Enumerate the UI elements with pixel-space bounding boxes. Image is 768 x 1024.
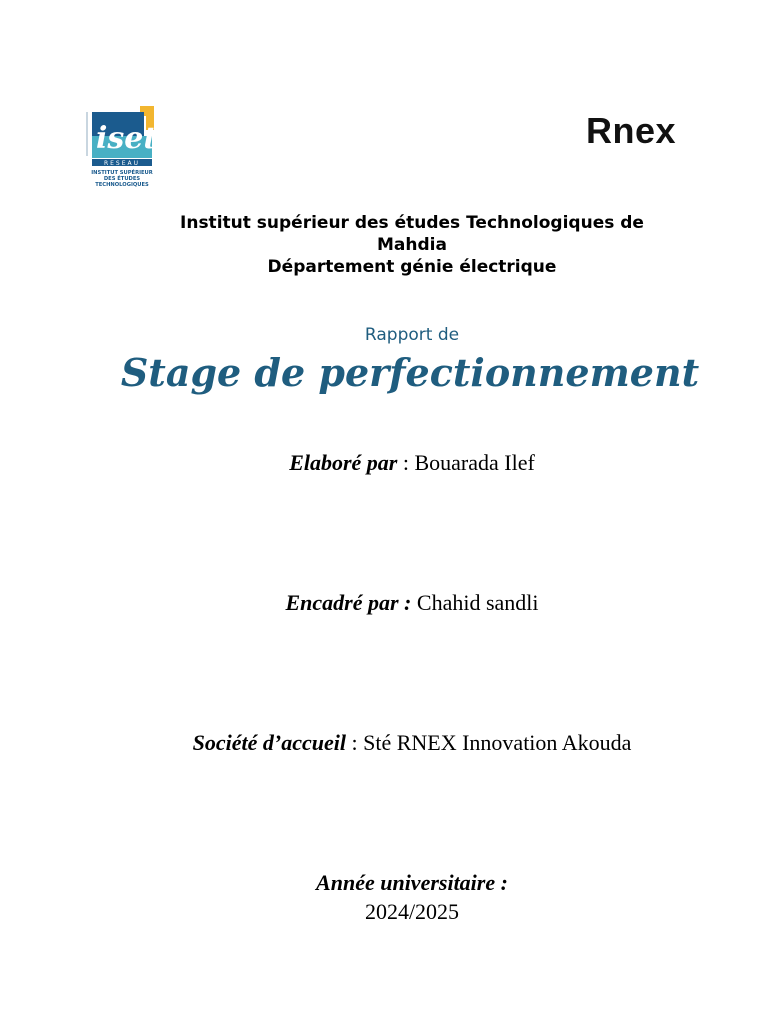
elabore-par-label: Elaboré par — [289, 450, 398, 475]
annee-universitaire-label: Année universitaire : — [316, 870, 508, 895]
institution-line-1: Institut supérieur des études Technologiques de — [180, 213, 644, 233]
iset-logo-mark: iset — [96, 121, 158, 156]
encadre-par-label: Encadré par : — [285, 590, 412, 615]
iset-logo-reseau: RESEAU — [103, 160, 141, 167]
encadre-par-line — [0, 590, 768, 616]
institution-line-2: Mahdia — [377, 235, 447, 255]
iset-logo-line1: INSTITUT SUPÉRIEUR — [91, 170, 153, 176]
societe-accueil-line — [0, 730, 768, 756]
institution-header — [100, 212, 724, 278]
iset-logo — [84, 106, 160, 190]
iset-logo-line2: DES ÉTUDES — [103, 176, 141, 182]
rnex-logo: Rnex — [586, 110, 677, 151]
encadre-par-value: Chahid sandli — [411, 590, 539, 615]
annee-universitaire-label-line — [0, 870, 768, 896]
elabore-par-value: : Bouarada Ilef — [397, 450, 535, 475]
elabore-par-line — [0, 450, 768, 476]
report-subtitle: Rapport de — [364, 325, 460, 345]
societe-accueil-value: : Sté RNEX Innovation Akouda — [345, 730, 632, 755]
annee-universitaire-value: 2024/2025 — [364, 899, 460, 924]
societe-accueil-label: Société d’accueil — [192, 730, 346, 755]
iset-logo-line3: TECHNOLOGIQUES — [95, 182, 149, 188]
report-title: Stage de perfectionnement — [120, 350, 700, 395]
institution-line-3: Département génie électrique — [267, 257, 557, 277]
